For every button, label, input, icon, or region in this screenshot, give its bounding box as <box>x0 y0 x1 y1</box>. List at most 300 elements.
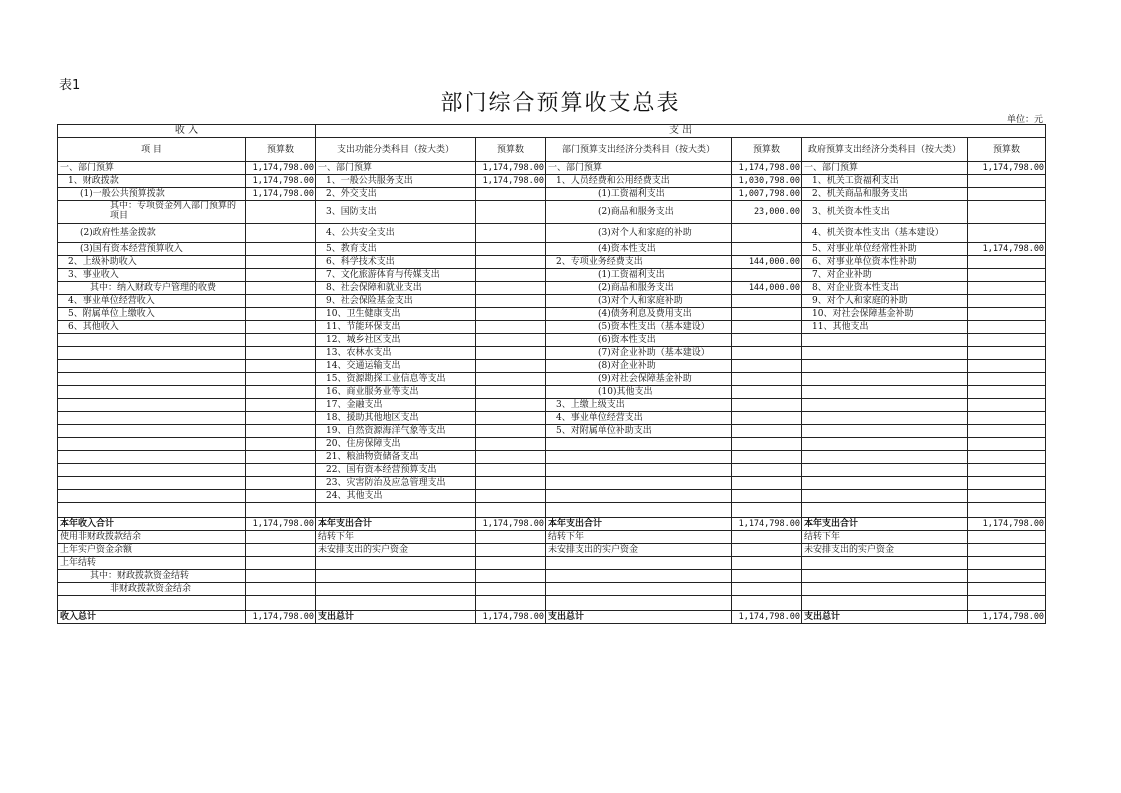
table-row <box>58 438 1046 451</box>
expense-item-cell: 14、交通运输支出 <box>316 360 476 373</box>
table-row <box>58 544 1046 557</box>
table-row <box>58 399 1046 412</box>
amount-cell <box>732 360 802 373</box>
amount-cell <box>732 399 802 412</box>
amount-cell: 1,174,798.00 <box>968 243 1046 256</box>
amount-cell <box>476 557 546 570</box>
expense-item-cell <box>546 570 732 583</box>
expense-item-cell: 21、粮油物资储备支出 <box>316 451 476 464</box>
expense-item-cell: 10、对社会保障基金补助 <box>802 308 968 321</box>
amount-cell <box>246 451 316 464</box>
income-item-cell: 非财政拨款资金结余 <box>58 583 246 596</box>
expense-item-cell: 13、农林水支出 <box>316 347 476 360</box>
expense-item-cell <box>802 583 968 596</box>
expense-item-cell: 2、外交支出 <box>316 188 476 201</box>
amount-cell <box>476 243 546 256</box>
amount-cell <box>476 308 546 321</box>
expense-item-cell <box>546 557 732 570</box>
amount-cell <box>246 269 316 282</box>
income-item-cell <box>58 347 246 360</box>
col-header-amount: 预算数 <box>246 138 316 162</box>
expense-item-cell: 未安排支出的实户资金 <box>316 544 476 557</box>
expense-item-cell: (10)其他支出 <box>546 386 732 399</box>
amount-cell <box>246 425 316 438</box>
expense-item-cell: 1、一般公共服务支出 <box>316 175 476 188</box>
expense-item-cell: 10、卫生健康支出 <box>316 308 476 321</box>
amount-cell <box>968 386 1046 399</box>
income-item-cell <box>58 386 246 399</box>
amount-cell <box>968 412 1046 425</box>
expense-item-cell <box>546 583 732 596</box>
expense-group-header: 支 出 <box>316 125 1046 138</box>
amount-cell <box>968 531 1046 544</box>
expense-item-cell <box>802 386 968 399</box>
expense-item-cell <box>802 490 968 503</box>
amount-cell: 1,174,798.00 <box>476 611 546 624</box>
income-item-cell <box>58 334 246 347</box>
amount-cell <box>246 201 316 224</box>
amount-cell: 1,174,798.00 <box>732 611 802 624</box>
expense-item-cell <box>802 570 968 583</box>
expense-item-cell: 6、科学技术支出 <box>316 256 476 269</box>
amount-cell <box>476 360 546 373</box>
expense-item-cell: 7、对企业补助 <box>802 269 968 282</box>
amount-cell <box>732 308 802 321</box>
income-item-cell: 6、其他收入 <box>58 321 246 334</box>
amount-cell: 1,174,798.00 <box>476 175 546 188</box>
amount-cell <box>732 321 802 334</box>
amount-cell <box>476 321 546 334</box>
amount-cell <box>476 256 546 269</box>
income-item-cell <box>58 412 246 425</box>
expense-item-cell: 20、住房保障支出 <box>316 438 476 451</box>
expense-item-cell <box>802 412 968 425</box>
col-header-dept-econ-class: 部门预算支出经济分类科目（按大类） <box>546 138 732 162</box>
table-row <box>58 282 1046 295</box>
expense-item-cell <box>802 347 968 360</box>
income-item-cell <box>58 503 246 518</box>
expense-item-cell: 8、对企业资本性支出 <box>802 282 968 295</box>
expense-item-cell: 18、援助其他地区支出 <box>316 412 476 425</box>
amount-cell <box>968 256 1046 269</box>
expense-item-cell: (7)对企业补助（基本建设） <box>546 347 732 360</box>
expense-item-cell: 结转下年 <box>546 531 732 544</box>
amount-cell <box>732 224 802 243</box>
income-item-cell: 1、财政拨款 <box>58 175 246 188</box>
amount-cell: 144,000.00 <box>732 256 802 269</box>
column-header-row <box>58 138 1046 162</box>
amount-cell <box>246 596 316 611</box>
budget-summary-table <box>57 124 1046 624</box>
amount-cell <box>968 583 1046 596</box>
expense-item-cell <box>316 583 476 596</box>
amount-cell <box>246 386 316 399</box>
table-row <box>58 386 1046 399</box>
table-row <box>58 412 1046 425</box>
amount-cell <box>732 243 802 256</box>
table-row <box>58 256 1046 269</box>
expense-item-cell: 22、国有资本经营预算支出 <box>316 464 476 477</box>
amount-cell <box>732 347 802 360</box>
amount-cell <box>476 477 546 490</box>
expense-item-cell <box>802 334 968 347</box>
amount-cell <box>968 451 1046 464</box>
amount-cell: 1,174,798.00 <box>246 175 316 188</box>
expense-item-cell <box>802 596 968 611</box>
amount-cell <box>732 334 802 347</box>
amount-cell: 1,174,798.00 <box>246 518 316 531</box>
amount-cell <box>246 464 316 477</box>
amount-cell <box>968 188 1046 201</box>
expense-item-cell: 15、资源勘探工业信息等支出 <box>316 373 476 386</box>
amount-cell <box>476 451 546 464</box>
expense-item-cell: 9、社会保险基金支出 <box>316 295 476 308</box>
amount-cell <box>476 347 546 360</box>
expense-item-cell: 4、事业单位经营支出 <box>546 412 732 425</box>
income-group-header: 收 入 <box>58 125 316 138</box>
table-row <box>58 295 1046 308</box>
amount-cell <box>732 531 802 544</box>
expense-item-cell: (5)资本性支出（基本建设） <box>546 321 732 334</box>
amount-cell <box>732 557 802 570</box>
expense-item-cell: 5、对附属单位补助支出 <box>546 425 732 438</box>
amount-cell <box>968 596 1046 611</box>
expense-item-cell <box>546 503 732 518</box>
income-item-cell: 5、附属单位上缴收入 <box>58 308 246 321</box>
amount-cell <box>732 490 802 503</box>
amount-cell <box>732 373 802 386</box>
amount-cell <box>246 490 316 503</box>
amount-cell <box>476 412 546 425</box>
expense-item-cell: (2)商品和服务支出 <box>546 282 732 295</box>
table-row <box>58 464 1046 477</box>
table-row <box>58 175 1046 188</box>
amount-cell: 144,000.00 <box>732 282 802 295</box>
amount-cell <box>476 438 546 451</box>
income-item-cell: 4、事业单位经营收入 <box>58 295 246 308</box>
amount-cell <box>476 282 546 295</box>
expense-item-cell: (1)工资福利支出 <box>546 269 732 282</box>
income-item-cell: (3)国有资本经营预算收入 <box>58 243 246 256</box>
expense-item-cell: 12、城乡社区支出 <box>316 334 476 347</box>
income-item-cell <box>58 464 246 477</box>
amount-cell <box>732 596 802 611</box>
expense-item-cell: 支出总计 <box>316 611 476 624</box>
income-item-cell: (1)一般公共预算拨款 <box>58 188 246 201</box>
expense-item-cell: (3)对个人和家庭的补助 <box>546 224 732 243</box>
amount-cell <box>732 269 802 282</box>
col-header-item: 项 目 <box>58 138 246 162</box>
amount-cell <box>732 412 802 425</box>
amount-cell <box>476 596 546 611</box>
amount-cell <box>246 360 316 373</box>
amount-cell <box>246 373 316 386</box>
expense-item-cell: 未安排支出的实户资金 <box>802 544 968 557</box>
income-item-cell <box>58 596 246 611</box>
amount-cell: 1,007,798.00 <box>732 188 802 201</box>
amount-cell <box>968 175 1046 188</box>
expense-item-cell: 9、对个人和家庭的补助 <box>802 295 968 308</box>
table-row <box>58 360 1046 373</box>
expense-item-cell <box>546 490 732 503</box>
expense-item-cell: (3)对个人和家庭补助 <box>546 295 732 308</box>
table-row <box>58 373 1046 386</box>
col-header-amount: 预算数 <box>732 138 802 162</box>
amount-cell <box>968 557 1046 570</box>
expense-item-cell: 5、对事业单位经常性补助 <box>802 243 968 256</box>
expense-item-cell: 11、其他支出 <box>802 321 968 334</box>
expense-item-cell <box>546 438 732 451</box>
amount-cell <box>968 570 1046 583</box>
amount-cell <box>732 583 802 596</box>
income-item-cell <box>58 399 246 412</box>
unit-label: 单位：元 <box>1006 115 1043 125</box>
amount-cell <box>246 544 316 557</box>
table-row <box>58 503 1046 518</box>
amount-cell <box>246 295 316 308</box>
expense-item-cell <box>546 464 732 477</box>
expense-item-cell <box>802 360 968 373</box>
amount-cell <box>968 503 1046 518</box>
expense-item-cell: (9)对社会保障基金补助 <box>546 373 732 386</box>
amount-cell <box>968 282 1046 295</box>
expense-item-cell <box>802 451 968 464</box>
expense-item-cell: 3、机关资本性支出 <box>802 201 968 224</box>
expense-item-cell: 支出总计 <box>802 611 968 624</box>
amount-cell <box>732 438 802 451</box>
income-item-cell <box>58 373 246 386</box>
income-item-cell <box>58 425 246 438</box>
col-header-gov-econ-class: 政府预算支出经济分类科目（按大类） <box>802 138 968 162</box>
amount-cell <box>968 295 1046 308</box>
expense-item-cell: 本年支出合计 <box>802 518 968 531</box>
amount-cell <box>476 583 546 596</box>
table-row <box>58 162 1046 175</box>
amount-cell: 1,174,798.00 <box>476 162 546 175</box>
table-row <box>58 596 1046 611</box>
amount-cell <box>732 386 802 399</box>
expense-item-cell: 7、文化旅游体育与传媒支出 <box>316 269 476 282</box>
income-item-cell: 使用非财政拨款结余 <box>58 531 246 544</box>
amount-cell <box>968 334 1046 347</box>
income-item-cell: 本年收入合计 <box>58 518 246 531</box>
income-item-cell: 2、上级补助收入 <box>58 256 246 269</box>
table-row <box>58 583 1046 596</box>
amount-cell <box>476 269 546 282</box>
expense-item-cell: (1)工资福利支出 <box>546 188 732 201</box>
amount-cell <box>246 308 316 321</box>
amount-cell <box>246 412 316 425</box>
amount-cell <box>732 451 802 464</box>
income-item-cell <box>58 438 246 451</box>
amount-cell <box>732 477 802 490</box>
expense-item-cell: 结转下年 <box>802 531 968 544</box>
expense-item-cell <box>316 570 476 583</box>
amount-cell <box>246 334 316 347</box>
amount-cell <box>476 570 546 583</box>
expense-item-cell: (4)资本性支出 <box>546 243 732 256</box>
expense-item-cell: 一、部门预算 <box>316 162 476 175</box>
amount-cell <box>246 224 316 243</box>
amount-cell: 1,174,798.00 <box>968 518 1046 531</box>
expense-item-cell: 4、机关资本性支出（基本建设） <box>802 224 968 243</box>
col-header-function-class: 支出功能分类科目（按大类） <box>316 138 476 162</box>
table-row <box>58 557 1046 570</box>
amount-cell <box>732 464 802 477</box>
amount-cell <box>476 464 546 477</box>
amount-cell <box>476 224 546 243</box>
amount-cell <box>246 256 316 269</box>
amount-cell <box>968 464 1046 477</box>
expense-item-cell <box>802 399 968 412</box>
amount-cell <box>968 308 1046 321</box>
amount-cell <box>968 490 1046 503</box>
expense-item-cell <box>802 425 968 438</box>
amount-cell <box>968 201 1046 224</box>
amount-cell <box>246 570 316 583</box>
expense-item-cell: 本年支出合计 <box>316 518 476 531</box>
table-row <box>58 224 1046 243</box>
amount-cell <box>732 425 802 438</box>
income-item-cell: 3、事业收入 <box>58 269 246 282</box>
expense-item-cell <box>546 477 732 490</box>
table-row <box>58 308 1046 321</box>
expense-item-cell: 一、部门预算 <box>546 162 732 175</box>
expense-item-cell <box>802 477 968 490</box>
amount-cell: 1,174,798.00 <box>246 162 316 175</box>
amount-cell: 1,174,798.00 <box>968 611 1046 624</box>
expense-item-cell <box>802 438 968 451</box>
amount-cell: 1,174,798.00 <box>968 162 1046 175</box>
income-item-cell: 一、部门预算 <box>58 162 246 175</box>
expense-item-cell: (6)资本性支出 <box>546 334 732 347</box>
amount-cell <box>476 334 546 347</box>
income-item-cell: 其中：专项资金列入部门预算的项目 <box>58 201 246 224</box>
amount-cell <box>968 425 1046 438</box>
table-row <box>58 490 1046 503</box>
amount-cell <box>476 188 546 201</box>
amount-cell <box>968 399 1046 412</box>
amount-cell <box>476 295 546 308</box>
expense-item-cell <box>546 596 732 611</box>
expense-item-cell: 5、教育支出 <box>316 243 476 256</box>
amount-cell: 1,030,798.00 <box>732 175 802 188</box>
income-item-cell <box>58 490 246 503</box>
amount-cell <box>968 321 1046 334</box>
expense-item-cell: (2)商品和服务支出 <box>546 201 732 224</box>
income-item-cell: (2)政府性基金拨款 <box>58 224 246 243</box>
expense-item-cell: (4)债务利息及费用支出 <box>546 308 732 321</box>
amount-cell <box>476 490 546 503</box>
amount-cell <box>968 544 1046 557</box>
col-header-amount: 预算数 <box>968 138 1046 162</box>
amount-cell <box>476 425 546 438</box>
amount-cell <box>246 282 316 295</box>
amount-cell: 23,000.00 <box>732 201 802 224</box>
expense-item-cell: 2、机关商品和服务支出 <box>802 188 968 201</box>
income-item-cell <box>58 451 246 464</box>
amount-cell: 1,174,798.00 <box>732 162 802 175</box>
table-row <box>58 611 1046 624</box>
amount-cell <box>732 544 802 557</box>
expense-item-cell: 17、金融支出 <box>316 399 476 412</box>
page-title: 部门综合预算收支总表 <box>440 91 681 116</box>
amount-cell <box>246 321 316 334</box>
table-row <box>58 518 1046 531</box>
col-header-amount: 预算数 <box>476 138 546 162</box>
expense-item-cell: 一、部门预算 <box>802 162 968 175</box>
amount-cell <box>968 347 1046 360</box>
amount-cell <box>476 531 546 544</box>
income-item-cell: 其中：财政拨款资金结转 <box>58 570 246 583</box>
table-row <box>58 188 1046 201</box>
table-row <box>58 334 1046 347</box>
amount-cell <box>732 570 802 583</box>
table-row <box>58 451 1046 464</box>
income-item-cell: 上年结转 <box>58 557 246 570</box>
expense-item-cell: 19、自然资源海洋气象等支出 <box>316 425 476 438</box>
expense-item-cell: 23、灾害防治及应急管理支出 <box>316 477 476 490</box>
expense-item-cell: 4、公共安全支出 <box>316 224 476 243</box>
expense-item-cell: 11、节能环保支出 <box>316 321 476 334</box>
amount-cell <box>246 438 316 451</box>
income-item-cell: 收入总计 <box>58 611 246 624</box>
amount-cell <box>476 386 546 399</box>
expense-item-cell: 本年支出合计 <box>546 518 732 531</box>
table-row <box>58 531 1046 544</box>
amount-cell <box>968 224 1046 243</box>
table-row <box>58 201 1046 224</box>
table-row <box>58 347 1046 360</box>
amount-cell: 1,174,798.00 <box>476 518 546 531</box>
table-row <box>58 243 1046 256</box>
expense-item-cell: 结转下年 <box>316 531 476 544</box>
amount-cell <box>476 503 546 518</box>
expense-item-cell <box>802 464 968 477</box>
amount-cell: 1,174,798.00 <box>732 518 802 531</box>
amount-cell <box>246 347 316 360</box>
expense-item-cell: 3、国防支出 <box>316 201 476 224</box>
amount-cell <box>476 544 546 557</box>
amount-cell <box>968 269 1046 282</box>
amount-cell <box>246 399 316 412</box>
table-row <box>58 425 1046 438</box>
table-row <box>58 477 1046 490</box>
amount-cell <box>246 503 316 518</box>
amount-cell <box>732 295 802 308</box>
amount-cell <box>246 243 316 256</box>
amount-cell <box>732 503 802 518</box>
income-item-cell: 上年实户资金余额 <box>58 544 246 557</box>
expense-item-cell: (8)对企业补助 <box>546 360 732 373</box>
table-row <box>58 570 1046 583</box>
amount-cell <box>968 438 1046 451</box>
amount-cell <box>968 477 1046 490</box>
table-row <box>58 269 1046 282</box>
expense-item-cell: 8、社会保障和就业支出 <box>316 282 476 295</box>
expense-item-cell <box>316 503 476 518</box>
expense-item-cell: 支出总计 <box>546 611 732 624</box>
group-header-row <box>58 125 1046 138</box>
income-item-cell <box>58 477 246 490</box>
table-row <box>58 321 1046 334</box>
amount-cell: 1,174,798.00 <box>246 188 316 201</box>
expense-item-cell <box>802 373 968 386</box>
table-number: 表1 <box>59 78 81 93</box>
expense-item-cell: 6、对事业单位资本性补助 <box>802 256 968 269</box>
expense-item-cell: 2、专项业务经费支出 <box>546 256 732 269</box>
expense-item-cell: 3、上缴上级支出 <box>546 399 732 412</box>
